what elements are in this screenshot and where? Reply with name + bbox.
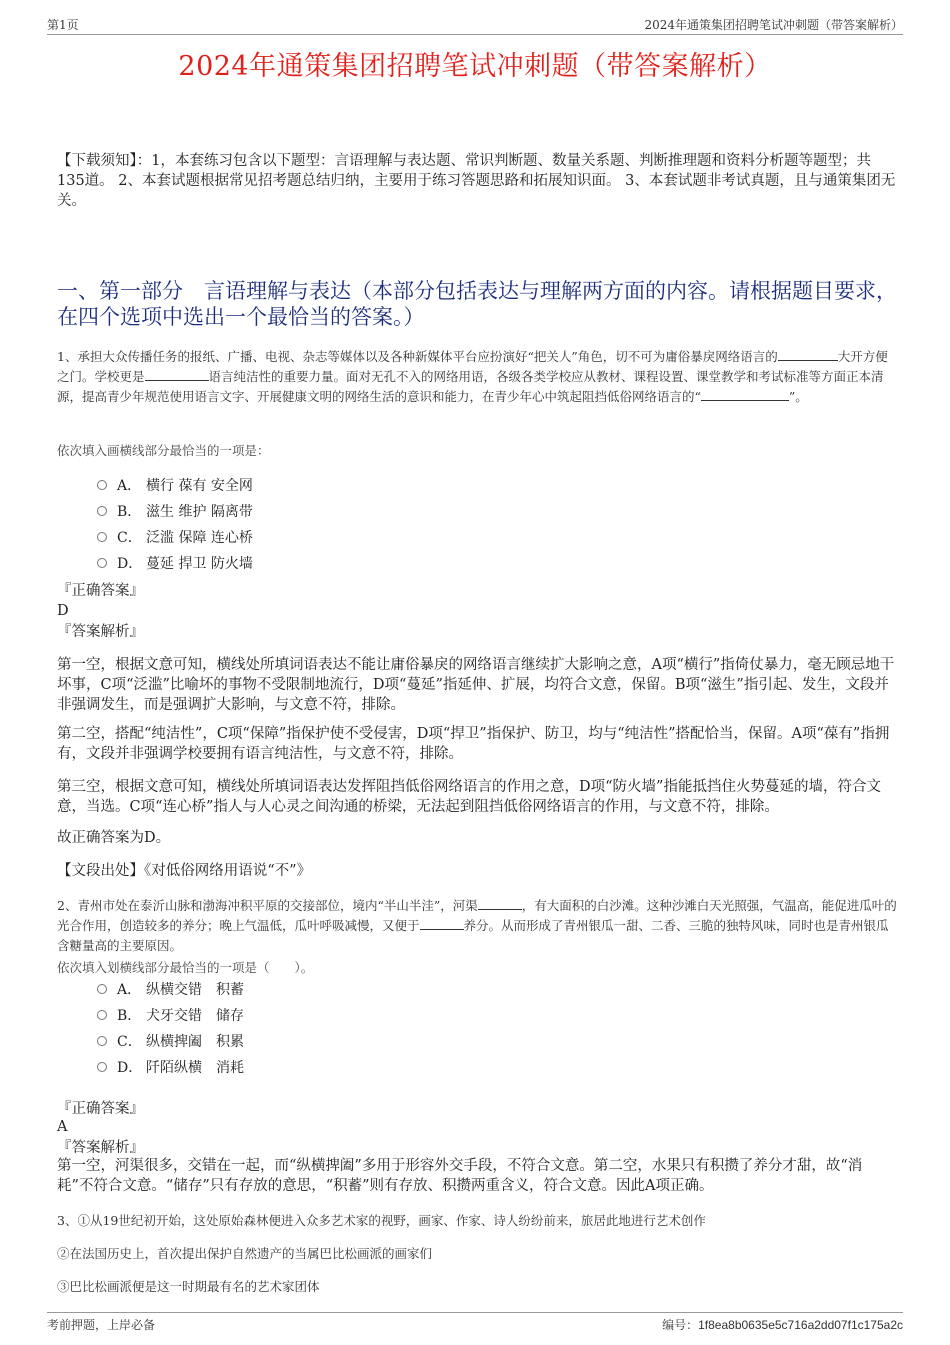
question-2-prompt: 依次填入划横线部分最恰当的一项是（ ）。 — [57, 960, 314, 975]
question-1-prompt: 依次填入画横线部分最恰当的一项是： — [57, 443, 270, 458]
q2-text-3: 养分。从而形成了青州银瓜一甜、二香、三脆的独特风味，同时也是青州银瓜含糖量高的主要原因。 — [57, 918, 889, 953]
analysis-text: 第二空，搭配“纯洁性”，C项“保障”指保护使不受侵害，D项“捍卫”指保护、防卫，均与“纯洁性”搭配恰当，保留。A项“葆有”指拥有，文段并非强调学校要拥有语言纯洁性，与文意不符，排除。 — [57, 726, 890, 762]
analysis-text: 第一空，根据文意可知，横线处所填词语表达不能让庸俗暴戾的网络语言继续扩大影响之意，A项“横行”指倚仗暴力，毫无顾忌地干坏事，C项“泛滥”比喻坏的事物不受限制地流行，D项“蔓延”指延伸、扩展，均符合文意，保留。B项“滋生”指引起、发生，文段并非强调发生，而是强调扩大影响，与文意不符，排除。 — [57, 657, 895, 713]
q1-text-1: 1、承担大众传播任务的报纸、广播、电视、杂志等媒体以及各种新媒体平台应扮演好“把关人”角色，切不可为庸俗暴戾网络语言的 — [57, 349, 778, 364]
q1-text-2: 大开方便之门。学校更是 — [57, 349, 888, 384]
option-text: 纵横交错 积蓄 — [146, 982, 244, 998]
option-a[interactable] — [97, 977, 244, 1003]
analysis-paragraph — [57, 655, 898, 715]
question-2-stem — [57, 896, 898, 956]
option-text: 蔓延 捍卫 防火墙 — [146, 556, 253, 572]
option-letter: C． — [117, 1034, 142, 1050]
option-letter: A． — [117, 478, 142, 494]
blank-line — [778, 348, 838, 361]
radio-icon[interactable] — [97, 1036, 107, 1046]
answer-label: 『正确答案』 — [57, 583, 144, 599]
code-value: 1f8ea8b0635e5c716a2dd07f1c175a2c — [698, 1318, 903, 1332]
option-letter: B． — [117, 1008, 142, 1024]
answer-label: 『正确答案』 — [57, 1101, 144, 1117]
option-b[interactable] — [97, 1003, 244, 1029]
page-header — [47, 16, 903, 35]
analysis-text: 【文段出处】《对低俗网络用语说“不”》 — [57, 863, 312, 879]
option-letter: A． — [117, 982, 142, 998]
q1-text-3: 语言纯洁性的重要力量。面对无孔不入的网络用语，各级各类学校应从教材、课程设置、课堂教学和考试标准等方面正本清源，提高青少年规范使用语言文字、开展健康文明的网络生活的意识和能力，在青少年心中筑起阻挡低俗网络语言的“ — [57, 369, 884, 404]
blank-line — [420, 917, 464, 930]
question-1-stem — [57, 347, 898, 407]
radio-icon[interactable] — [97, 984, 107, 994]
footer-slogan: 考前押题，上岸必备 — [47, 1318, 156, 1332]
option-letter: C． — [117, 530, 142, 546]
option-c[interactable] — [97, 1029, 244, 1055]
blank-line — [478, 897, 522, 910]
code-label: 编号： — [662, 1318, 699, 1332]
analysis-paragraph — [57, 724, 898, 764]
document-title: 2024年通策集团招聘笔试冲刺题（带答案解析） — [178, 51, 772, 82]
option-c[interactable] — [97, 525, 253, 551]
answer-value: D — [57, 603, 69, 619]
analysis-text: 故正确答案为D。 — [57, 830, 171, 846]
option-a[interactable] — [97, 473, 253, 499]
answer-value: A — [57, 1119, 68, 1135]
radio-icon[interactable] — [97, 532, 107, 542]
q2-text-1: 2、青州市处在泰沂山脉和渤海冲积平原的交接部位，境内“半山半洼”，河渠 — [57, 898, 478, 913]
radio-icon[interactable] — [97, 506, 107, 516]
option-text: 滋生 维护 隔离带 — [146, 504, 253, 520]
option-text: 纵横捭阖 积累 — [146, 1034, 244, 1050]
question-3-line: ③巴比松画派便是这一时期最有名的艺术家团体 — [57, 1279, 320, 1294]
source-citation — [57, 861, 898, 881]
option-letter: D． — [117, 556, 143, 572]
analysis-label: 『答案解析』 — [57, 624, 144, 640]
radio-icon[interactable] — [97, 558, 107, 568]
analysis-text: 第三空，根据文意可知，横线处所填词语表达发挥阻挡低俗网络语言的作用之意，D项“防火墙”指能抵挡住火势蔓延的墙，符合文意，当选。C项“连心桥”指人与人心灵之间沟通的桥梁，无法起到阻挡低俗网络语言的作用，与文意不符，排除。 — [57, 779, 881, 815]
blank-line — [701, 388, 789, 401]
page-number: 第1页 — [47, 18, 79, 32]
option-b[interactable] — [97, 499, 253, 525]
page-footer — [47, 1312, 903, 1333]
radio-icon[interactable] — [97, 1062, 107, 1072]
option-letter: B． — [117, 504, 142, 520]
option-text: 犬牙交错 储存 — [146, 1008, 244, 1024]
analysis-paragraph — [57, 777, 898, 817]
blank-line — [145, 368, 209, 381]
option-d[interactable] — [97, 1055, 244, 1081]
analysis-paragraph — [57, 1156, 898, 1196]
section-heading: 一、第一部分 言语理解与表达（本部分包括表达与理解两方面的内容。请根据题目要求，在四个选项中选出一个最恰当的答案。） — [57, 279, 897, 329]
question-3-line: ②在法国历史上，首次提出保护自然遗产的当属巴比松画派的画家们 — [57, 1246, 433, 1261]
option-text: 泛滥 保障 连心桥 — [146, 530, 253, 546]
question-2-options — [97, 977, 244, 1081]
download-notice: 【下载须知】：1，本套练习包含以下题型：言语理解与表达题、常识判断题、数量关系题、判断推理题和资料分析题等题型；共135道。 2、本套试题根据常见招考题总结归纳，主要用于练习答题思路和拓展知识面。 3、本套试题非考试真题，且与通策集团无关。 — [57, 153, 896, 209]
radio-icon[interactable] — [97, 1010, 107, 1020]
analysis-conclusion — [57, 828, 898, 848]
radio-icon[interactable] — [97, 480, 107, 490]
q2-text-2: ，有大面积的白沙滩。这种沙滩白天光照强，气温高，能促进瓜叶的光合作用，创造较多的养分；晚上气温低，瓜叶呼吸减慢，又便于 — [57, 898, 897, 933]
analysis-text: 第一空，河渠很多，交错在一起，而“纵横捭阖”多用于形容外交手段，不符合文意。第二空，水果只有积攒了养分才甜，故“消耗”不符合文意。“储存”只有存放的意思，“积蓄”则有存放、积攒两重含义，符合文意。因此A项正确。 — [57, 1158, 863, 1194]
q1-text-4: ”。 — [788, 389, 808, 404]
analysis-label: 『答案解析』 — [57, 1140, 144, 1156]
header-doc-title: 2024年通策集团招聘笔试冲刺题（带答案解析） — [644, 18, 903, 32]
option-d[interactable] — [97, 551, 253, 577]
question-3-line: 3、①从19世纪初开始，这处原始森林便进入众多艺术家的视野，画家、作家、诗人纷纷前来，旅居此地进行艺术创作 — [57, 1213, 706, 1228]
option-text: 阡陌纵横 消耗 — [146, 1060, 244, 1076]
footer-code — [662, 1316, 903, 1333]
option-letter: D． — [117, 1060, 143, 1076]
question-1-options — [97, 473, 253, 577]
option-text: 横行 葆有 安全网 — [146, 478, 253, 494]
